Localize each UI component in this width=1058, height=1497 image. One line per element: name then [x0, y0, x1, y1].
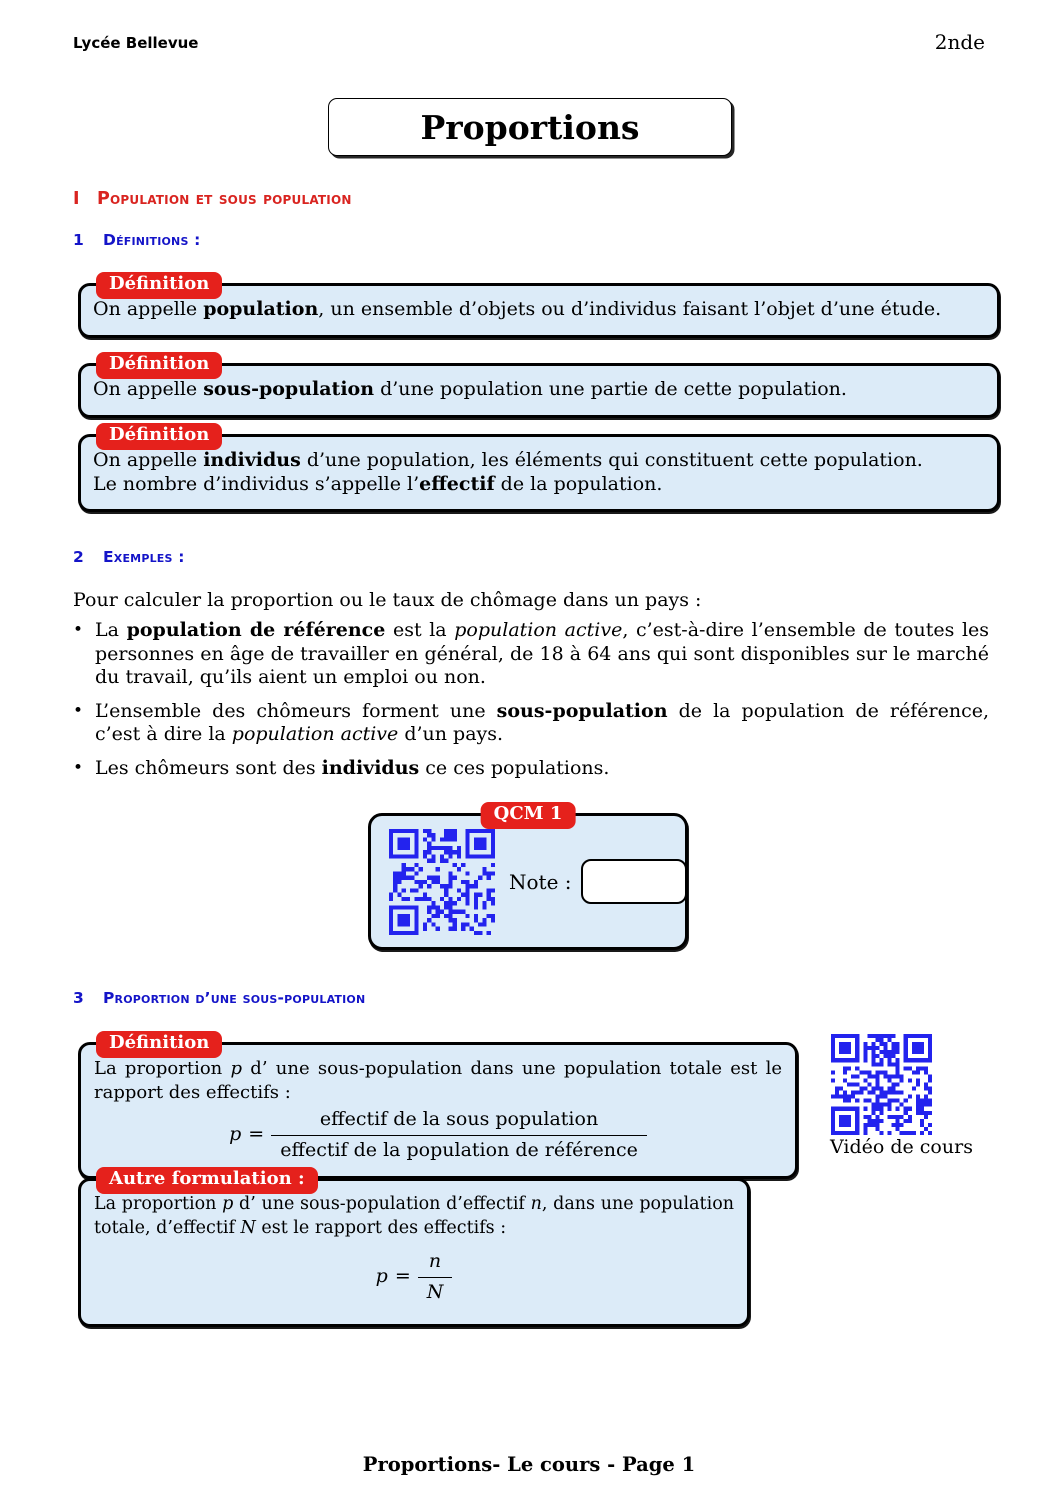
formula-lhs: p	[375, 1265, 388, 1288]
title-box	[328, 98, 732, 156]
examples-intro-text: Pour calculer la proportion ou le taux de chômage dans un pays :	[73, 589, 702, 611]
ratio-formula	[94, 1250, 734, 1304]
definition-badge: Définition	[96, 423, 222, 450]
subsection-heading-proportion	[73, 989, 365, 1007]
definition-text: On appelle individus d’une population, les éléments qui constituent cette population.	[93, 449, 923, 471]
autre-formulation-text: La proportion p d’ une sous-population d’effectif n, dans une population totale, d’effectif N est le rapport des effectifs :	[94, 1194, 734, 1238]
definition-text: On appelle sous-population d’une population une partie de cette population.	[93, 378, 847, 400]
bullet-text: L’ensemble des chômeurs forment une sous-population de la population de référence, c’est à dire la population active d’un pays.	[95, 699, 989, 745]
bullet-text: Les chômeurs sont des individus ce ces populations.	[95, 756, 610, 779]
page-footer: Proportions- Le cours - Page 1	[362, 1453, 696, 1476]
definition-box-individus	[78, 424, 1000, 512]
formula-equals: =	[248, 1123, 265, 1146]
subsection-heading-exemples	[73, 548, 185, 566]
subsection-number: 3	[73, 989, 84, 1007]
subsection-label: Définitions :	[103, 231, 201, 249]
formula-numerator: n	[428, 1250, 442, 1272]
qcm-qr-code-icon	[389, 829, 495, 935]
autre-formulation-box	[78, 1168, 750, 1327]
qcm-box	[368, 803, 688, 950]
header-school-name: Lycée Bellevue	[73, 34, 199, 52]
definition-badge: Définition	[96, 272, 222, 299]
definition-badge: Définition	[96, 352, 222, 379]
header-grade-level: 2nde	[934, 30, 985, 54]
subsection-label: Exemples :	[103, 548, 185, 566]
definition-badge: Définition	[96, 1031, 222, 1058]
autre-formulation-badge: Autre formulation :	[96, 1167, 318, 1194]
bullet-icon: •	[73, 620, 84, 640]
bullet-icon: •	[73, 757, 84, 778]
definition-text: On appelle population, un ensemble d’objets ou d’individus faisant l’objet d’une étude.	[93, 298, 942, 320]
section-number: I	[73, 189, 80, 209]
list-item	[73, 700, 989, 747]
note-label: Note :	[509, 869, 572, 894]
bullet-icon: •	[73, 700, 84, 721]
definition-box-sous-population	[78, 353, 1000, 418]
list-item	[73, 757, 989, 781]
list-item	[73, 619, 989, 690]
definition-text: La proportion p d’ une sous-population dans une population totale est le rapport des effectifs :	[94, 1058, 782, 1103]
subsection-heading-definitions	[73, 231, 201, 249]
qcm-badge: QCM 1	[481, 802, 576, 829]
subsection-number: 2	[73, 548, 84, 566]
subsection-number: 1	[73, 231, 84, 249]
formula-equals: =	[394, 1265, 411, 1288]
formula-lhs: p	[229, 1123, 242, 1146]
video-qr-code-icon	[831, 1034, 932, 1135]
formula-denominator: N	[418, 1277, 453, 1305]
note-field	[581, 859, 687, 904]
definition-box-proportion	[78, 1032, 798, 1179]
subsection-label: Proportion d’une sous-population	[103, 989, 366, 1007]
bullet-text: La population de référence est la population active, c’est-à-dire l’ensemble de toutes les personnes en âge de travailler en général, de 18 à 64 ans qui sont disponibles sur le marché du travail, qu’ils aient un emploi ou non.	[95, 619, 990, 688]
formula-numerator: effectif de la sous population	[319, 1108, 599, 1130]
proportion-formula	[94, 1108, 782, 1162]
page-title: Proportions	[420, 107, 640, 147]
formula-denominator: effectif de la population de référence	[271, 1135, 647, 1163]
section-heading-population	[73, 189, 352, 209]
examples-bullet-list	[73, 619, 989, 790]
section-label: Population et sous population	[97, 189, 352, 209]
definition-text: Le nombre d’individus s’appelle l’effectif de la population.	[93, 472, 663, 495]
definition-box-population	[78, 273, 1000, 338]
video-caption: Vidéo de cours	[830, 1136, 973, 1158]
